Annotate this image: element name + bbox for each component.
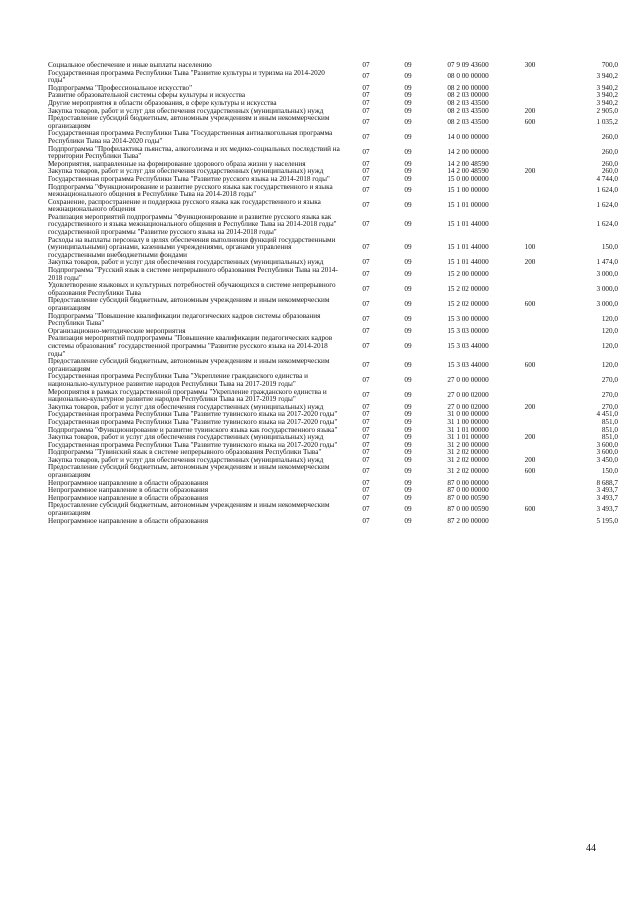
row-expense-type-code (508, 199, 552, 214)
row-target-article-code: 08 2 03 43500 (447, 117, 489, 126)
row-target-article-code: 08 2 03 43500 (447, 106, 489, 115)
row-target-article-code: 15 1 01 00000 (447, 201, 489, 210)
row-name: Предоставление субсидий бюджетным, автономным учреждениям и иным некоммерческим организациям (48, 463, 330, 480)
row-expense-type-code (508, 70, 552, 85)
row-name: Подпрограмма "Русский язык в системе непрерывного образования Республики Тыва на 2014-2018 годы" (48, 266, 338, 282)
row-target-article-code: 15 1 01 44000 (447, 243, 489, 252)
table-row (48, 518, 618, 526)
row-subsection-code: 09 (404, 315, 412, 324)
row-amount: 120,0 (601, 360, 618, 369)
row-subsection-code: 09 (404, 486, 412, 495)
row-name: Удовлетворение языковых и культурных потребностей обучающихся в системе непрерывного образования Республики Тыва (48, 281, 336, 297)
budget-table (48, 62, 618, 525)
row-subsection-code: 09 (404, 220, 412, 229)
row-subsection-code: 09 (404, 148, 412, 157)
row-expense-type-code: 200 (524, 402, 536, 411)
row-amount: 3 000,0 (596, 285, 618, 294)
row-name: Подпрограмма "Функционирование и развитие тувинского языка как государственного языка" (48, 425, 338, 434)
row-amount: 851,0 (601, 433, 618, 442)
row-expense-type-code (508, 85, 552, 93)
row-name: Сохранение, распространение и поддержка русского языка как государственного и языка межнационального общения (48, 197, 321, 214)
row-section-code: 07 (362, 505, 370, 514)
row-section-code: 07 (362, 269, 370, 278)
row-expense-type-code: 100 (524, 243, 536, 252)
row-name: Социальное обеспечение и иные выплаты населению (48, 61, 212, 69)
row-subsection-code: 09 (404, 61, 412, 69)
row-expense-type-code (508, 92, 552, 100)
row-target-article-code: 15 3 03 44000 (447, 341, 489, 350)
row-target-article-code: 87 2 00 00000 (447, 516, 489, 525)
row-subsection-code: 09 (404, 258, 412, 267)
row-section-code: 07 (362, 61, 370, 69)
row-amount: 2 905,0 (596, 106, 618, 115)
row-expense-type-code (508, 184, 552, 199)
row-section-code: 07 (362, 243, 370, 252)
row-amount: 3 940,2 (596, 91, 618, 100)
row-section-code: 07 (362, 83, 370, 92)
row-subsection-code: 09 (404, 516, 412, 525)
row-name: Подпрограмма "Функционирование и развитие русского языка как государственного и языка межнационального общения в Республике Тыва на 2014-2018 годы" (48, 182, 333, 199)
row-section-code: 07 (362, 376, 370, 385)
row-section-code: 07 (362, 493, 370, 502)
row-expense-type-code: 200 (524, 433, 536, 442)
row-subsection-code: 09 (404, 300, 412, 309)
row-section-code: 07 (362, 467, 370, 476)
row-section-code: 07 (362, 440, 370, 449)
row-section-code: 07 (362, 448, 370, 457)
row-expense-type-code (508, 419, 552, 427)
row-expense-type-code (508, 373, 552, 388)
row-section-code: 07 (362, 425, 370, 434)
row-target-article-code: 87 0 00 00590 (447, 505, 489, 514)
row-section-code: 07 (362, 410, 370, 419)
row-amount: 120,0 (601, 341, 618, 350)
row-amount: 3 000,0 (596, 300, 618, 309)
row-amount: 150,0 (601, 467, 618, 476)
row-amount: 700,0 (601, 61, 618, 69)
table-row (48, 70, 618, 85)
row-subsection-code: 09 (404, 376, 412, 385)
row-expense-type-code: 200 (524, 258, 536, 267)
row-target-article-code: 31 1 01 00000 (447, 433, 489, 442)
row-section-code: 07 (362, 201, 370, 210)
row-amount: 4 451,0 (596, 410, 618, 419)
row-target-article-code: 15 1 00 00000 (447, 186, 489, 195)
page-number: 44 (586, 843, 596, 854)
row-target-article-code: 31 1 00 00000 (447, 417, 489, 426)
row-subsection-code: 09 (404, 91, 412, 100)
row-subsection-code: 09 (404, 391, 412, 400)
row-section-code: 07 (362, 478, 370, 487)
row-name: Непрограммное направление в области образования (48, 478, 209, 487)
row-name: Государственная программа Республики Тыва "Развитие тувинского языка на 2017-2020 годы" (48, 440, 338, 449)
row-section-code: 07 (362, 417, 370, 426)
row-amount: 1 624,0 (596, 201, 618, 210)
table-row (48, 389, 618, 404)
row-section-code: 07 (362, 133, 370, 142)
row-expense-type-code (508, 411, 552, 419)
row-name: Закупка товаров, работ и услуг для обеспечения государственных (муниципальных) нужд (48, 455, 324, 464)
row-expense-type-code (508, 328, 552, 336)
row-amount: 260,0 (601, 159, 618, 168)
row-subsection-code: 09 (404, 72, 412, 81)
row-subsection-code: 09 (404, 505, 412, 514)
row-target-article-code: 07 9 09 43600 (447, 61, 489, 69)
row-amount: 270,0 (601, 376, 618, 385)
row-target-article-code: 14 0 00 00000 (447, 133, 489, 142)
row-expense-type-code: 300 (524, 61, 536, 69)
row-section-code: 07 (362, 433, 370, 442)
row-name: Непрограммное направление в области образования (48, 486, 209, 495)
row-expense-type-code (508, 335, 552, 358)
row-expense-type-code: 200 (524, 106, 536, 115)
row-target-article-code: 15 3 03 44000 (447, 360, 489, 369)
table-row (48, 313, 618, 328)
row-target-article-code: 08 2 03 43500 (447, 98, 489, 107)
row-amount: 260,0 (601, 148, 618, 157)
row-subsection-code: 09 (404, 167, 412, 176)
table-row (48, 214, 618, 237)
row-amount: 260,0 (601, 167, 618, 176)
row-subsection-code: 09 (404, 83, 412, 92)
row-name: Предоставление субсидий бюджетным, автономным учреждениям и иным некоммерческим организациям (48, 114, 330, 130)
table-row (48, 115, 618, 130)
row-expense-type-code (508, 487, 552, 495)
row-target-article-code: 15 1 01 44000 (447, 220, 489, 229)
table-row (48, 358, 618, 373)
row-target-article-code: 08 2 03 00000 (447, 91, 489, 100)
row-subsection-code: 09 (404, 106, 412, 115)
row-subsection-code: 09 (404, 201, 412, 210)
row-amount: 150,0 (601, 243, 618, 252)
row-amount: 3 940,2 (596, 83, 618, 92)
table-row (48, 199, 618, 214)
row-expense-type-code: 600 (524, 467, 536, 476)
row-name: Государственная программа Республики Тыва "Государственная антиалкогольная программа Республики Тыва на 2014-2020 годы" (48, 129, 333, 145)
row-expense-type-code (508, 130, 552, 145)
row-target-article-code: 15 2 02 00000 (447, 285, 489, 294)
row-section-code: 07 (362, 326, 370, 335)
row-target-article-code: 31 2 02 00000 (447, 448, 489, 457)
row-amount: 851,0 (601, 417, 618, 426)
row-name: Предоставление субсидий бюджетным, автономным учреждениям и иным некоммерческим организациям (48, 501, 330, 518)
row-section-code: 07 (362, 341, 370, 350)
row-section-code: 07 (362, 167, 370, 176)
row-name: Мероприятия, направленные на формирование здорового образа жизни у населения (48, 159, 306, 168)
row-subsection-code: 09 (404, 269, 412, 278)
row-target-article-code: 15 2 02 00000 (447, 300, 489, 309)
row-section-code: 07 (362, 174, 370, 183)
row-target-article-code: 15 2 00 00000 (447, 269, 489, 278)
row-expense-type-code (508, 480, 552, 488)
row-subsection-code: 09 (404, 117, 412, 126)
row-amount: 1 474,0 (596, 258, 618, 267)
row-expense-type-code: 600 (524, 117, 536, 126)
row-section-code: 07 (362, 148, 370, 157)
row-expense-type-code (508, 389, 552, 404)
row-amount: 3 940,2 (596, 72, 618, 81)
table-row (48, 373, 618, 388)
row-subsection-code: 09 (404, 433, 412, 442)
row-expense-type-code (508, 442, 552, 450)
row-target-article-code: 27 0 00 02000 (447, 402, 489, 411)
row-expense-type-code (508, 267, 552, 282)
row-amount: 3 450,0 (596, 455, 618, 464)
row-name: Реализация мероприятий подпрограммы "Повышение квалификации педагогических кадров системы образования" государственной программы "Развитие русского языка на 2014-2018 годы" (48, 334, 333, 358)
row-name: Другие мероприятия в области образования, в сфере культуры и искусства (48, 98, 277, 107)
row-amount: 851,0 (601, 425, 618, 434)
row-name: Закупка товаров, работ и услуг для обеспечения государственных (муниципальных) нужд (48, 106, 324, 115)
row-subsection-code: 09 (404, 410, 412, 419)
row-name: Государственная программа Республики Тыва "Развитие русского языка на 2014-2018 годы" (48, 174, 330, 183)
row-subsection-code: 09 (404, 285, 412, 294)
row-name: Государственная программа Республики Тыва "Развитие тувинского языка на 2017-2020 годы" (48, 417, 338, 426)
row-expense-type-code: 600 (524, 505, 536, 514)
row-subsection-code: 09 (404, 98, 412, 107)
row-section-code: 07 (362, 516, 370, 525)
table-row (48, 146, 618, 161)
row-expense-type-code (508, 146, 552, 161)
row-target-article-code: 15 1 01 44000 (447, 258, 489, 267)
row-name: Непрограммное направление в области образования (48, 493, 209, 502)
row-target-article-code: 31 1 01 00000 (447, 425, 489, 434)
row-amount: 3 493,7 (596, 505, 618, 514)
row-amount: 3 940,2 (596, 98, 618, 107)
row-subsection-code: 09 (404, 417, 412, 426)
row-name: Государственная программа Республики Тыва "Развитие тувинского языка на 2017-2020 годы" (48, 410, 338, 419)
table-row (48, 282, 618, 297)
row-target-article-code: 31 2 00 00000 (447, 440, 489, 449)
row-subsection-code: 09 (404, 467, 412, 476)
row-section-code: 07 (362, 360, 370, 369)
row-expense-type-code (508, 518, 552, 526)
row-section-code: 07 (362, 220, 370, 229)
row-amount: 3 493,7 (596, 493, 618, 502)
row-name: Закупка товаров, работ и услуг для обеспечения государственных (муниципальных) нужд (48, 402, 324, 411)
row-target-article-code: 14 2 00 48590 (447, 167, 489, 176)
row-expense-type-code (508, 495, 552, 503)
row-subsection-code: 09 (404, 341, 412, 350)
row-subsection-code: 09 (404, 402, 412, 411)
row-subsection-code: 09 (404, 159, 412, 168)
row-name: Закупка товаров, работ и услуг для обеспечения государственных (муниципальных) нужд (48, 433, 324, 442)
row-target-article-code: 31 0 00 00000 (447, 410, 489, 419)
row-name: Подпрограмма "Повышение квалификации педагогических кадров системы образования Республики Тыва" (48, 311, 321, 328)
row-section-code: 07 (362, 391, 370, 400)
row-subsection-code: 09 (404, 174, 412, 183)
row-name: Развитие образовательной системы сферы культуры и искусства (48, 91, 246, 100)
row-target-article-code: 15 0 00 00000 (447, 174, 489, 183)
row-name: Подпрограмма "Профилактика пьянства, алкоголизма и их медико-социальных последствий на территории Республики Тыва" (48, 144, 340, 161)
row-expense-type-code: 200 (524, 167, 536, 176)
row-target-article-code: 27 0 00 02000 (447, 391, 489, 400)
row-target-article-code: 14 2 00 00000 (447, 148, 489, 157)
row-subsection-code: 09 (404, 448, 412, 457)
row-target-article-code: 15 3 00 00000 (447, 315, 489, 324)
row-section-code: 07 (362, 159, 370, 168)
row-subsection-code: 09 (404, 440, 412, 449)
row-amount: 270,0 (601, 402, 618, 411)
row-amount: 3 000,0 (596, 269, 618, 278)
row-section-code: 07 (362, 486, 370, 495)
row-section-code: 07 (362, 106, 370, 115)
row-target-article-code: 87 0 00 00000 (447, 478, 489, 487)
row-section-code: 07 (362, 72, 370, 81)
row-name: Организационно-методические мероприятия (48, 326, 186, 335)
row-name: Подпрограмма "Профессиональное искусство" (48, 83, 193, 92)
row-amount: 270,0 (601, 391, 618, 400)
table-row (48, 237, 618, 260)
row-subsection-code: 09 (404, 425, 412, 434)
row-amount: 120,0 (601, 326, 618, 335)
row-amount: 8 688,7 (596, 478, 618, 487)
row-name: Реализация мероприятий подпрограммы "Функционирование и развитие русского языка как государственного и языка межнационального общения в Республике Тыва на 2014-2018 годы" государственной программы "Развитие русского языка на 2014-2018 годы" (48, 212, 337, 237)
row-amount: 5 195,0 (596, 516, 618, 525)
row-target-article-code: 31 2 02 00000 (447, 467, 489, 476)
row-target-article-code: 15 3 03 00000 (447, 326, 489, 335)
row-expense-type-code (508, 214, 552, 237)
row-subsection-code: 09 (404, 133, 412, 142)
row-subsection-code: 09 (404, 360, 412, 369)
row-name: Мероприятия в рамках государственной программы "Укрепление гражданского единства и национально-культурное развитие народов Республики Тыва на 2017-2019 годы" (48, 387, 327, 404)
row-section-code: 07 (362, 258, 370, 267)
row-name: Государственная программа Республики Тыва "Укрепление гражданского единства и национально-культурное развитие народов Республики Тыва на 2017-2019 годы" (48, 372, 308, 388)
table-row (48, 130, 618, 145)
table-row (48, 335, 618, 358)
row-target-article-code: 87 0 00 00000 (447, 486, 489, 495)
row-expense-type-code: 200 (524, 455, 536, 464)
row-expense-type-code: 600 (524, 300, 536, 309)
row-subsection-code: 09 (404, 243, 412, 252)
row-name: Закупка товаров, работ и услуг для обеспечения государственных (муниципальных) нужд (48, 258, 324, 267)
row-name: Расходы на выплаты персоналу в целях обеспечения выполнения функций государственными (муниципальными) органами, казенными учреждениями, органами управления государственными внебюджетными фондами (48, 235, 336, 259)
row-name: Государственная программа Республики Тыва "Развитие культуры и туризма на 2014-2020 годы" (48, 68, 325, 85)
row-subsection-code: 09 (404, 186, 412, 195)
row-target-article-code: 08 2 00 00000 (447, 83, 489, 92)
row-name: Предоставление субсидий бюджетным, автономным учреждениям и иным некоммерческим организациям (48, 357, 330, 373)
row-section-code: 07 (362, 98, 370, 107)
row-amount: 3 600,0 (596, 440, 618, 449)
row-name: Предоставление субсидий бюджетным, автономным учреждениям и иным некоммерческим организациям (48, 296, 330, 312)
row-target-article-code: 27 0 00 00000 (447, 376, 489, 385)
row-target-article-code: 08 0 00 00000 (447, 72, 489, 81)
table-row (48, 502, 618, 517)
row-target-article-code: 14 2 00 48590 (447, 159, 489, 168)
table-row (48, 267, 618, 282)
row-subsection-code: 09 (404, 478, 412, 487)
row-expense-type-code (508, 176, 552, 184)
row-amount: 1 035,2 (596, 117, 618, 126)
row-section-code: 07 (362, 455, 370, 464)
row-amount: 120,0 (601, 315, 618, 324)
row-amount: 1 624,0 (596, 186, 618, 195)
row-name: Непрограммное направление в области образования (48, 516, 209, 525)
row-section-code: 07 (362, 117, 370, 126)
row-section-code: 07 (362, 285, 370, 294)
row-amount: 4 744,0 (596, 174, 618, 183)
row-section-code: 07 (362, 300, 370, 309)
row-section-code: 07 (362, 186, 370, 195)
row-amount: 1 624,0 (596, 220, 618, 229)
budget-table-body (48, 62, 618, 525)
row-name: Закупка товаров, работ и услуг для обеспечения государственных (муниципальных) нужд (48, 167, 324, 176)
row-target-article-code: 87 0 00 00590 (447, 493, 489, 502)
row-amount: 260,0 (601, 133, 618, 142)
table-row (48, 184, 618, 199)
row-section-code: 07 (362, 402, 370, 411)
row-section-code: 07 (362, 315, 370, 324)
table-row (48, 464, 618, 479)
row-amount: 3 493,7 (596, 486, 618, 495)
row-expense-type-code: 600 (524, 360, 536, 369)
row-amount: 3 600,0 (596, 448, 618, 457)
table-row (48, 297, 618, 312)
row-subsection-code: 09 (404, 455, 412, 464)
row-subsection-code: 09 (404, 493, 412, 502)
row-target-article-code: 31 2 02 00000 (447, 455, 489, 464)
row-subsection-code: 09 (404, 326, 412, 335)
row-expense-type-code (508, 313, 552, 328)
row-name: Подпрограмма "Тувинский язык в системе непрерывного образования Республики Тыва" (48, 448, 322, 457)
row-section-code: 07 (362, 91, 370, 100)
row-expense-type-code (508, 282, 552, 297)
